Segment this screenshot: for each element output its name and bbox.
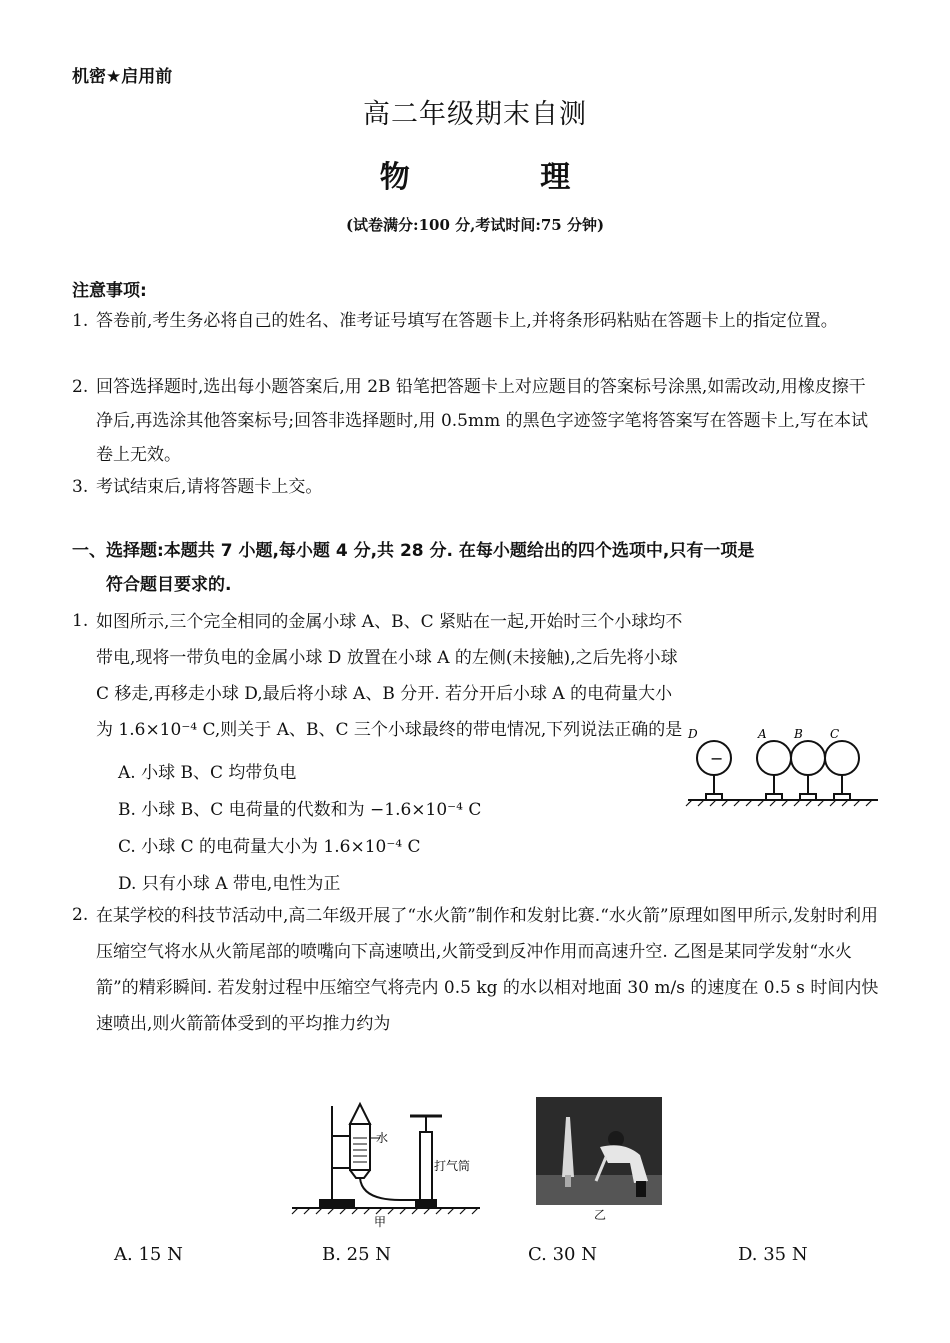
minus-sign: − — [710, 749, 724, 768]
label-b: B — [794, 727, 803, 741]
person-head — [608, 1131, 624, 1147]
q1-option-d: D. 只有小球 A 带电,电性为正 — [118, 874, 341, 894]
notice-item-2 — [72, 370, 882, 472]
q1-option-a: A. 小球 B、C 均带负电 — [118, 763, 297, 783]
confidential-mark: 机密★启用前 — [72, 67, 173, 87]
label-c: C — [830, 727, 840, 741]
pump-label: 打气筒 — [434, 1159, 471, 1173]
q2-answer-c: C. 30 N — [528, 1244, 597, 1265]
subject-title: 物 理 — [379, 160, 631, 195]
exam-info: (试卷满分:100 分,考试时间:75 分钟) — [345, 216, 605, 234]
launch-photo — [536, 1097, 664, 1221]
notice-item-text: 回答选择题时,选出每小题答案后,用 2B 铅笔把答题卡上对应题目的答案标号涂黑,如需改动,用橡皮擦干净后,再选涂其他答案标号;回答非选择题时,用 0.5mm 的黑色字迹签字笔将答案写在答题卡上,写在本试卷上无效。 — [96, 377, 869, 465]
q2-answer-d: D. 35 N — [738, 1244, 808, 1265]
notice-item-text: 答卷前,考生务必将自己的姓名、准考证号填写在答题卡上,并将条形码粘贴在答题卡上的指定位置。 — [96, 311, 838, 331]
q1-spheres-figure — [682, 724, 882, 808]
label-a: A — [758, 727, 767, 741]
q1-option-c: C. 小球 C 的电荷量大小为 1.6×10⁻⁴ C — [118, 837, 421, 857]
question-2 — [72, 898, 882, 1042]
notice-item-text: 考试结束后,请将答题卡上交。 — [96, 477, 323, 497]
q1-option-b: B. 小球 B、C 电荷量的代数和为 −1.6×10⁻⁴ C — [118, 800, 482, 820]
sphere-c — [825, 741, 859, 775]
notice-item-number: 3. — [72, 477, 89, 497]
notice-item-1 — [72, 304, 882, 338]
notice-item-number: 1. — [72, 311, 89, 331]
q2-answer-a: A. 15 N — [114, 1244, 183, 1265]
question-stem: 如图所示,三个完全相同的金属小球 A、B、C 紧贴在一起,开始时三个小球均不带电,现将一带负电的金属小球 D 放置在小球 A 的左侧(未接触),之后先将小球 C 移走,再移走小球 D,最后将小球 A、B 分开. 若分开后小球 A 的电荷量大小为 1.6×10⁻⁴ C,则关于 A、B、C 三个小球最终的带电情况,下列说法正确的是 — [96, 612, 683, 740]
section-heading — [72, 534, 892, 602]
notice-item-3 — [72, 470, 882, 504]
water-label: 水 — [376, 1131, 389, 1145]
notice-item-number: 2. — [72, 377, 89, 397]
q2-answer-b: B. 25 N — [322, 1244, 392, 1265]
notice-heading: 注意事项: — [72, 281, 147, 301]
section-heading-line1: 一、选择题:本题共 7 小题,每小题 4 分,共 28 分. 在每小题给出的四个选项中,只有一项是 — [72, 541, 755, 561]
caption-jia: 甲 — [374, 1215, 387, 1229]
water-rocket-diagram — [290, 1092, 486, 1232]
label-d: D — [688, 727, 698, 741]
question-number: 2. — [72, 905, 89, 925]
sphere-a — [757, 741, 791, 775]
question-stem: 在某学校的科技节活动中,高二年级开展了“水火箭”制作和发射比赛.“水火箭”原理如图甲所示,发射时利用压缩空气将水从火箭尾部的喷嘴向下高速喷出,火箭受到反冲作用而高速升空. 乙图是某同学发射“水火箭”的精彩瞬间. 若发射过程中压缩空气将壳内 0.5 kg 的水以相对地面 30 m/s 的速度在 0.5 s 时间内快速喷出,则火箭箭体受到的平均推力约为 — [96, 906, 879, 1034]
caption-yi: 乙 — [594, 1208, 607, 1221]
question-number: 1. — [72, 611, 89, 631]
exam-title: 高二年级期末自测 — [363, 99, 587, 130]
sphere-b — [791, 741, 825, 775]
section-heading-line2: 符合题目要求的. — [106, 575, 232, 595]
